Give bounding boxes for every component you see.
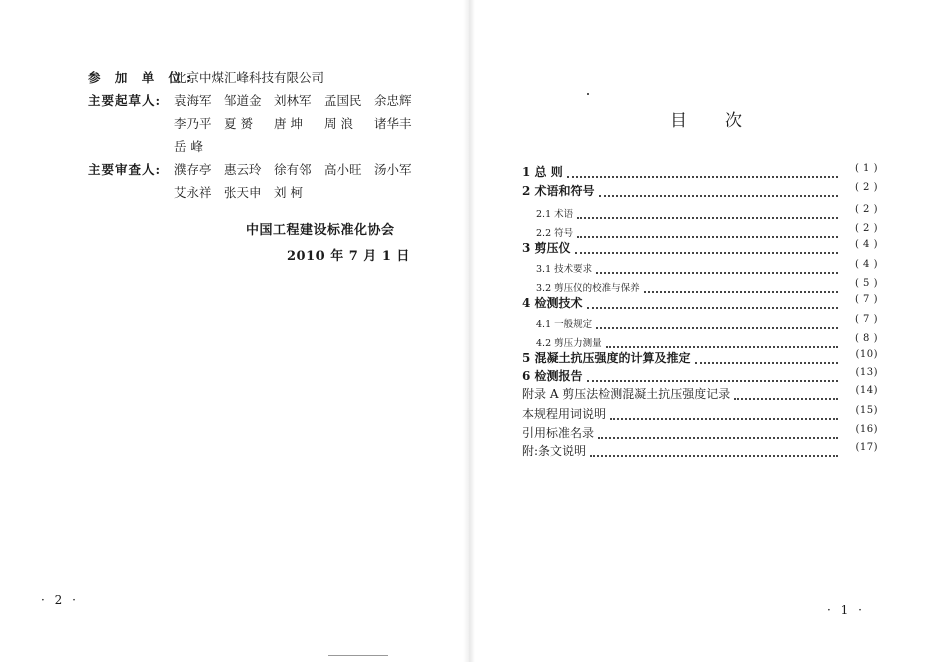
person-name: 张天申 — [224, 185, 262, 200]
toc-leader-dots — [695, 362, 838, 364]
toc-entry-page: ( 7 ) — [854, 314, 878, 325]
toc-entry-page: ( 4 ) — [854, 259, 878, 270]
toc-leader-dots — [644, 291, 838, 293]
person-name: 高小旺 — [324, 162, 362, 177]
person-name: 邹道金 — [224, 93, 262, 108]
toc-entry-label: 3.1 技术要求 — [536, 261, 596, 275]
toc-entry — [522, 385, 878, 405]
toc-entry-page: ( 5 ) — [854, 278, 878, 289]
toc-entry-label: 附:条文说明 — [522, 442, 590, 459]
toc-entry-page: (10) — [855, 349, 878, 360]
toc-leader-dots — [575, 252, 838, 254]
toc-entry — [522, 259, 878, 279]
participants-label: 参 加 单 位: — [88, 70, 196, 85]
toc-entry — [522, 163, 878, 183]
toc-entry — [522, 182, 878, 202]
toc-entry-label: 3 剪压仪 — [522, 239, 575, 256]
person-name: 刘林军 — [274, 93, 312, 108]
toc-entry-page: (15) — [855, 405, 878, 416]
toc-entry — [522, 294, 878, 314]
person-name: 岳 峰 — [174, 139, 203, 154]
participants-value: 北京中煤汇峰科技有限公司 — [174, 70, 325, 85]
toc-entry — [522, 424, 878, 444]
toc-leader-dots — [577, 236, 838, 238]
toc-entry-page: ( 2 ) — [854, 182, 878, 193]
toc-leader-dots — [587, 380, 838, 382]
reviewers-label: 主要审查人: — [88, 162, 162, 177]
toc-leader-dots — [734, 398, 838, 400]
toc-entry-label: 5 混凝土抗压强度的计算及推定 — [522, 349, 695, 366]
toc-entry-page: (16) — [855, 424, 878, 435]
scan-speck — [328, 655, 388, 656]
page-number-right: · 1 · — [827, 603, 865, 617]
toc-entry-page: (13) — [855, 367, 878, 378]
toc-entry-label: 2.1 术语 — [536, 206, 577, 220]
person-name: 艾永祥 — [174, 185, 212, 200]
publication-date: 2010 年 7 月 1 日 — [287, 249, 410, 264]
toc-leader-dots — [610, 418, 838, 420]
toc-entry-label: 3.2 剪压仪的校准与保养 — [536, 280, 644, 294]
toc-entry-page: ( 1 ) — [854, 163, 878, 174]
toc-entry — [522, 367, 878, 387]
toc-entry-label: 4.1 一般规定 — [536, 316, 596, 330]
toc-entry — [522, 204, 878, 224]
page-number-left: · 2 · — [41, 593, 79, 607]
toc-entry-page: ( 7 ) — [854, 294, 878, 305]
toc-entry-label: 4 检测技术 — [522, 294, 587, 311]
toc-entry-page: ( 2 ) — [854, 223, 878, 234]
toc-leader-dots — [599, 195, 838, 197]
toc-entry-label: 本规程用词说明 — [522, 405, 610, 422]
toc-entry-label: 6 检测报告 — [522, 367, 587, 384]
toc-leader-dots — [590, 455, 838, 457]
toc-entry-page: ( 2 ) — [854, 204, 878, 215]
toc-leader-dots — [596, 272, 838, 274]
toc-entry-label: 2.2 符号 — [536, 225, 577, 239]
toc-entry-page: (14) — [855, 385, 878, 396]
toc-title: 目次 — [670, 111, 780, 131]
toc-leader-dots — [577, 217, 838, 219]
person-name: 惠云玲 — [224, 162, 262, 177]
toc-entry-label: 1 总 则 — [522, 163, 567, 180]
toc-entry-page: ( 8 ) — [854, 333, 878, 344]
toc-entry — [522, 442, 878, 462]
person-name: 徐有邻 — [274, 162, 312, 177]
toc-entry-label: 4.2 剪压力测量 — [536, 335, 606, 349]
toc-entry — [522, 349, 878, 369]
person-name: 余忠辉 — [374, 93, 412, 108]
person-name: 袁海军 — [174, 93, 212, 108]
toc-entry — [522, 314, 878, 334]
person-name: 孟国民 — [324, 93, 362, 108]
toc-entry-label: 附录 A 剪压法检测混凝土抗压强度记录 — [522, 385, 734, 402]
person-name: 刘 柯 — [274, 185, 303, 200]
person-name: 汤小军 — [374, 162, 412, 177]
toc-leader-dots — [596, 327, 838, 329]
toc-entry-label: 2 术语和符号 — [522, 182, 599, 199]
toc-entry-label: 引用标准名录 — [522, 424, 598, 441]
toc-entry-page: (17) — [855, 442, 878, 453]
toc-leader-dots — [598, 437, 838, 439]
toc-entry — [522, 239, 878, 259]
person-name: 濮存亭 — [174, 162, 212, 177]
toc-leader-dots — [587, 307, 838, 309]
toc-leader-dots — [567, 176, 838, 178]
association-name: 中国工程建设标准化协会 — [246, 223, 395, 238]
toc-entry — [522, 405, 878, 425]
person-name: 诸华丰 — [374, 116, 412, 131]
person-name: 李乃平 — [174, 116, 212, 131]
book-spine — [463, 0, 475, 662]
person-name: 周 浪 — [324, 116, 353, 131]
drafters-label: 主要起草人: — [88, 93, 162, 108]
person-name: 夏 赟 — [224, 116, 253, 131]
toc-entry-page: ( 4 ) — [854, 239, 878, 250]
toc-leader-dots — [606, 346, 838, 348]
scan-speck — [587, 93, 589, 95]
person-name: 唐 坤 — [274, 116, 303, 131]
